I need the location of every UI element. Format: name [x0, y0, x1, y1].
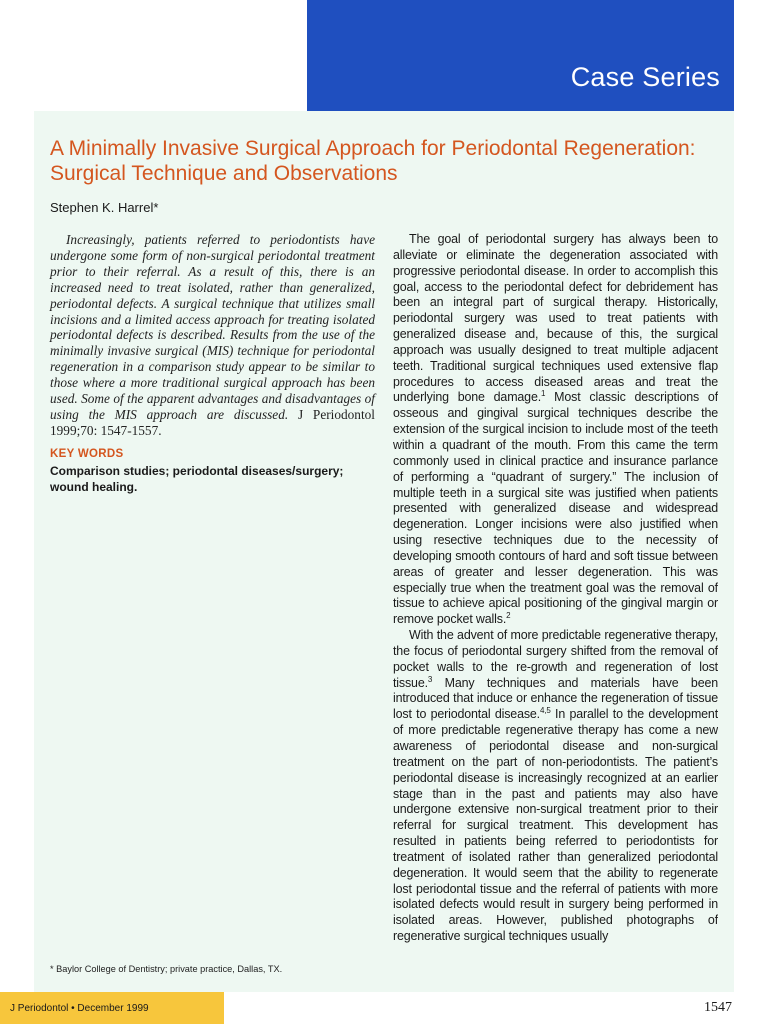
journal-issue: J Periodontol • December 1999: [10, 1003, 149, 1014]
section-label: Case Series: [570, 62, 720, 92]
right-column: [393, 232, 718, 977]
footer-journal-box: [0, 992, 224, 1024]
reference-marker[interactable]: 2: [506, 611, 511, 621]
reference-marker[interactable]: 4,5: [539, 706, 551, 716]
abstract: [50, 232, 375, 439]
author-footnote: * Baylor College of Dentistry; private practice, Dallas, TX.: [50, 964, 283, 974]
left-column: [50, 232, 375, 495]
abstract-citation: J Periodontol 1999;70: 1547-1557.: [50, 406, 375, 438]
page-number: 1547: [704, 1000, 732, 1015]
body-text: Many techniques and materials have been introduced that induce or enhance the regeneration of tissue lost to periodontal disease.: [393, 675, 718, 722]
keywords-heading: KEY WORDS: [50, 447, 124, 460]
header-bar: [307, 0, 734, 111]
abstract-text: Increasingly, patients referred to periodontists have undergone some form of non-surgical periodontal treatment prior to their referral. As a result of this, there is an increased need to treat isolated, rather than generalized, periodontal defects. A surgical technique that utilizes small incisions and a limited access approach for treating isolated periodontal defects is described. Results from the use of the minimally invasive surgical (MIS) technique for periodontal regeneration in a comparison study appear to be similar to those where a more traditional surgical approach has been used. Some of the apparent advantages and disadvantages of using the MIS approach are discussed.: [50, 232, 375, 422]
reference-marker[interactable]: 3: [427, 674, 433, 684]
body-paragraph-1: [393, 232, 718, 628]
article-title: A Minimally Invasive Surgical Approach for Periodontal Regeneration: Surgical Technique and Observations: [50, 137, 696, 185]
body-text: With the advent of more predictable regenerative therapy, the focus of periodontal surgery shifted from the removal of pocket walls to the re-growth and regeneration of lost tissue.: [393, 628, 718, 690]
keywords-list: Comparison studies; periodontal diseases/surgery; wound healing.: [50, 463, 344, 494]
body-text: Most classic descriptions of osseous and gingival surgical techniques describe the extension of the surgical incision to include most of the teeth within a quadrant of the mouth. From this came the term commonly used in clinical practice and insurance parlance of performing a “quadrant of surgery.” The inclusion of multiple teeth in a surgical site was justified when patients presented with generalized disease and widespread degeneration. Longer incisions were also justified when using resective techniques due to the necessity of developing smooth contours of hard and soft tissue between areas of greater and lesser degeneration. This was especially true when the treatment goal was the removal of tissue to achieve apical positioning of the gingival margin or remove pocket walls.: [393, 390, 718, 627]
body-paragraph-2: [393, 628, 718, 945]
body-text: The goal of periodontal surgery has always been to alleviate or eliminate the degeneration associated with progressive periodontal disease. In order to accomplish this goal, access to the periodontal defect for debridement has been an integral part of surgical therapy. Historically, periodontal surgery was used to treat patients with generalized disease and, because of this, the surgical approach was usually designed to treat multiple adjacent teeth. Traditional surgical techniques used extensive flap procedures to access diseased areas and treat the underlying bone damage.: [393, 232, 718, 405]
reference-marker[interactable]: 1: [541, 389, 546, 399]
article-author: Stephen K. Harrel*: [50, 200, 159, 215]
body-text: In parallel to the development of more predictable regenerative therapy has come a new awareness of periodontal disease and non-surgical treatment on the part of non-periodontists. The patient’s periodontal disease is increasingly recognized at an earlier stage than in the past and patients may also have undergone extensive non-surgical treatment prior to their referral for surgical treatment. This development has resulted in patients being referred to periodontists for treatment of isolated rather than generalized periodontal degeneration. It would seem that the ability to regenerate lost periodontal tissue and the referral of patients with more isolated defects would result in surgery being performed in isolated areas. However, published photographs of regenerative surgical techniques usually: [393, 707, 718, 944]
